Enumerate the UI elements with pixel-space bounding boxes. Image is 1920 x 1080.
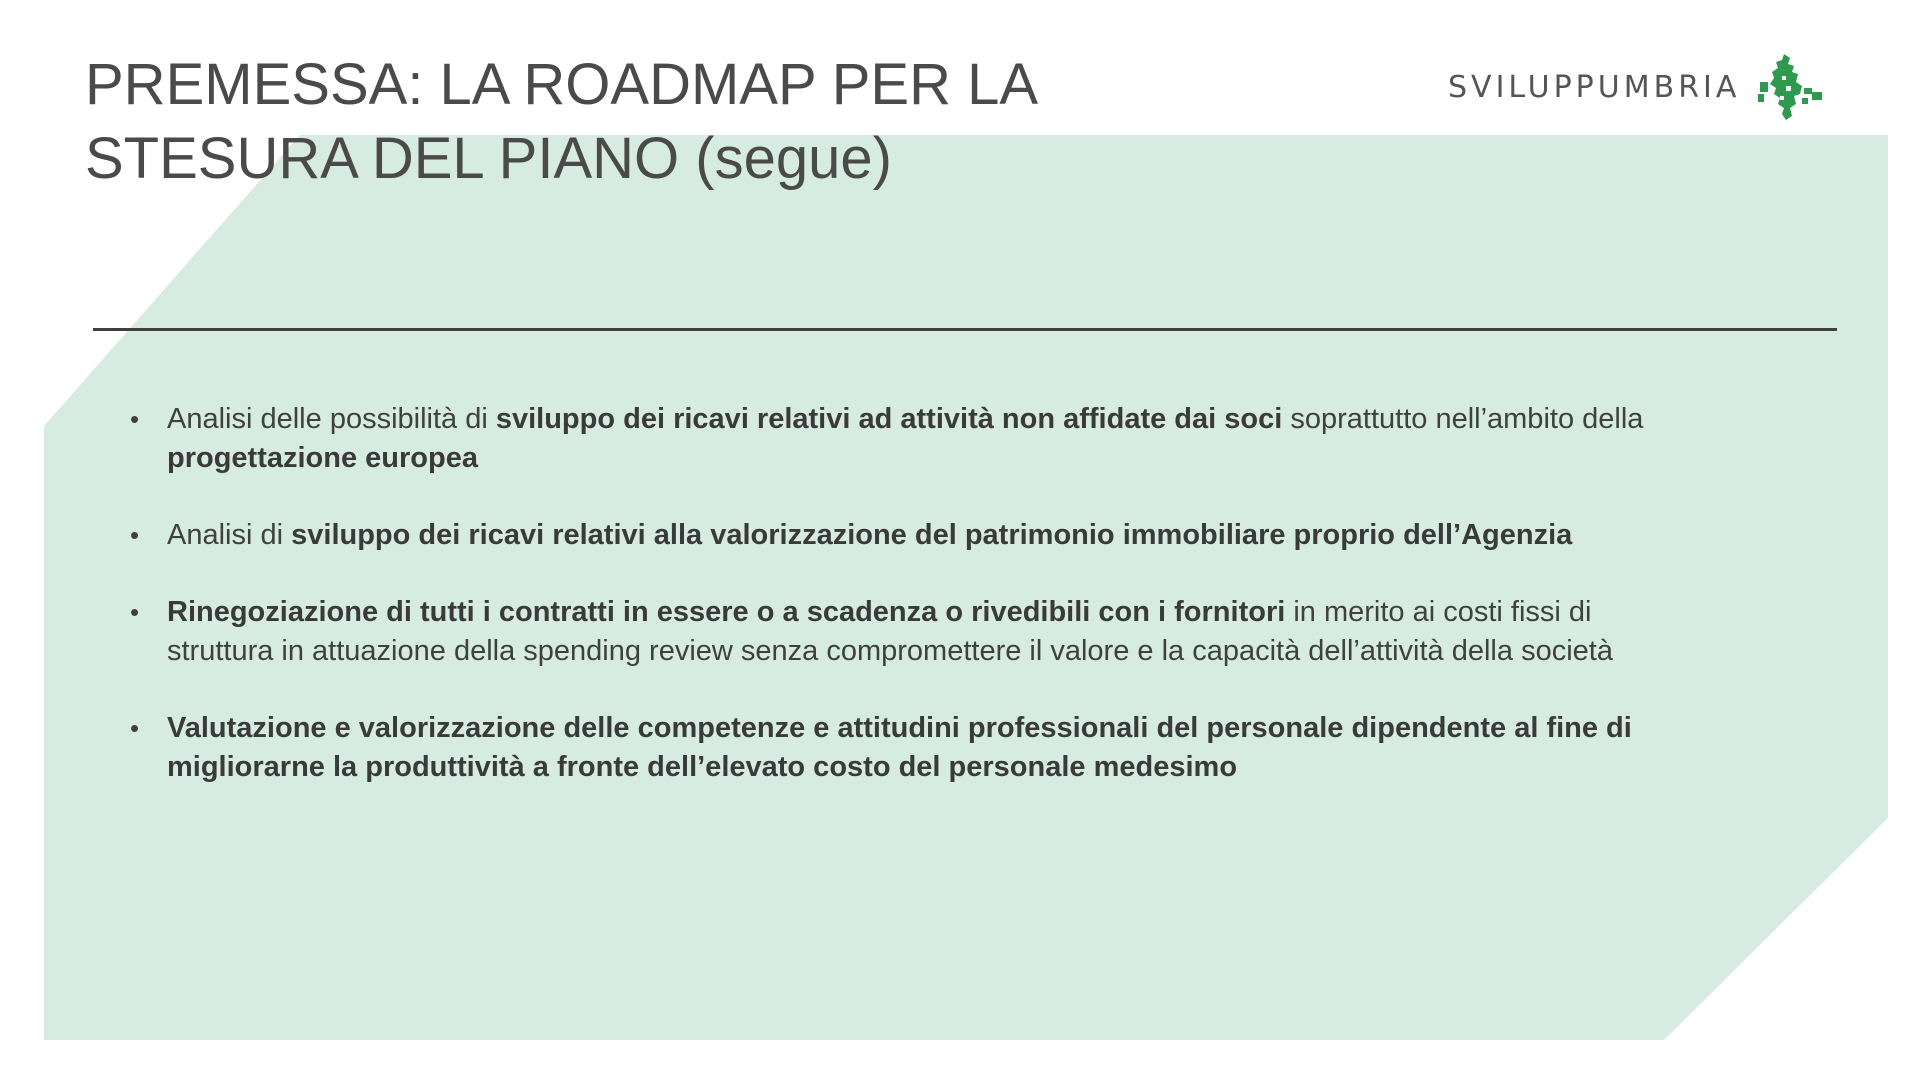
bullet-item (130, 400, 1690, 478)
bullet-text (167, 519, 1572, 551)
title-line-2 (85, 122, 1038, 196)
bullet-text (167, 712, 1632, 783)
title-line-2-main: STESURA DEL PIANO (85, 126, 680, 191)
bullet-bold-text: progettazione europea (167, 442, 478, 474)
bullet-bold-text: sviluppo dei ricavi relativi ad attività non affidate dai soci (495, 403, 1283, 435)
bullet-dot: • (130, 713, 140, 743)
page-title (85, 48, 1038, 196)
bullet-regular-text: soprattutto nell’ambito della (1282, 403, 1644, 435)
bullet-regular-text: in merito ai costi fissi di struttura in attuazione della spending review senza compromettere il valore e la capacità dell’attività della società (167, 596, 1613, 667)
bullet-item (130, 709, 1690, 787)
bullet-dot: • (130, 520, 140, 550)
title-suffix: (segue) (695, 126, 892, 191)
bullet-bold-text: sviluppo dei ricavi relativi alla valorizzazione del patrimonio immobiliare proprio dell’Agenzia (291, 519, 1573, 551)
title-line-1: PREMESSA: LA ROADMAP PER LA (85, 52, 1039, 117)
bullet-bold-text: Valutazione e valorizzazione delle competenze e attitudini professionali del personale dipendente al fine di migliorarne la produttività a fronte dell’elevato costo del personale medesimo (167, 712, 1632, 783)
bullet-regular-text: Analisi di (167, 519, 292, 551)
bullet-bold-text: Rinegoziazione di tutti i contratti in essere o a scadenza o rivedibili con i fornitori (167, 596, 1286, 628)
bullet-text (167, 596, 1613, 667)
bullet-item (130, 593, 1690, 671)
sviluppumbria-logo (1448, 52, 1824, 122)
bullet-list (130, 400, 1690, 825)
bullet-item (130, 516, 1690, 555)
umbria-region-leaf-icon (1754, 52, 1824, 122)
title-divider (93, 328, 1837, 331)
bullet-text (167, 403, 1643, 474)
logo-text: SVILUPPUMBRIA (1448, 69, 1741, 105)
bullet-dot: • (130, 404, 140, 434)
bullet-dot: • (130, 597, 140, 627)
bullet-regular-text: Analisi delle possibilità di (167, 403, 496, 435)
